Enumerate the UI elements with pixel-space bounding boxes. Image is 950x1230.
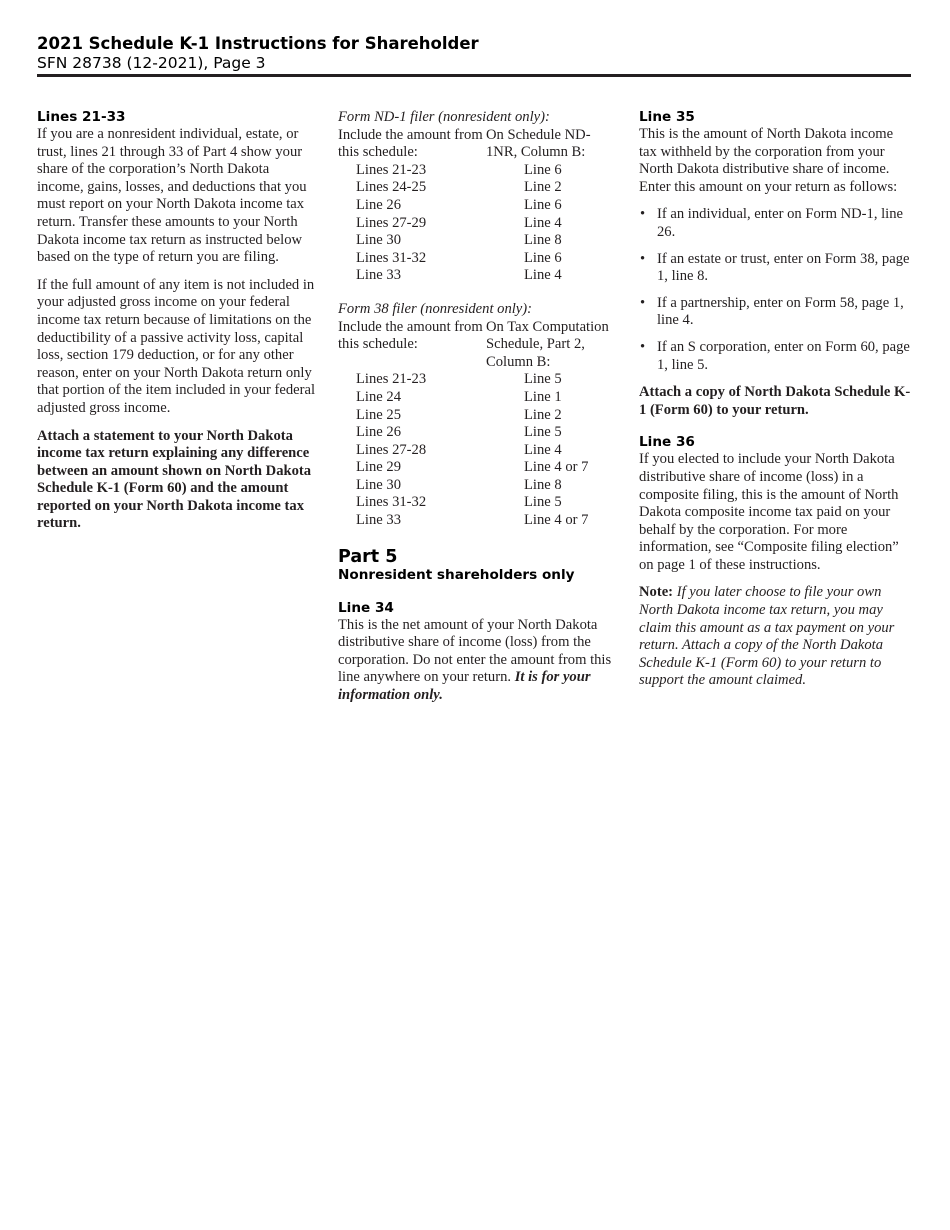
table-row	[338, 389, 613, 407]
note-text: If you later choose to file your own North Dakota income tax return, you may claim this amount as a tax payment on your return. Attach a copy of the North Dakota Schedule K-1 (Form 60) to your return to support the amount claimed.	[639, 584, 895, 689]
nd1-filer-label: Form ND-1 filer (nonresident only):	[338, 109, 550, 125]
schedule-line-cell: Lines 24-25	[356, 179, 427, 196]
return-line-cell: Line 4 or 7	[524, 459, 589, 476]
table-row	[338, 512, 613, 530]
line34-text: This is the net amount of your North Dakota distributive share of income (loss) from the corporation. Do not enter the amount from this line anywhere on your return.	[338, 616, 612, 686]
attach-copy-note: Attach a copy of North Dakota Schedule K-1 (Form 60) to your return.	[639, 384, 911, 418]
document-subtitle: SFN 28738 (12-2021), Page 3	[37, 54, 266, 72]
schedule-line-cell: Line 33	[356, 267, 401, 284]
line34-paragraph	[338, 617, 613, 705]
return-line-cell: Line 5	[524, 494, 562, 511]
table-header-row	[338, 319, 613, 372]
schedule-line-cell: Lines 31-32	[356, 494, 427, 511]
section-heading-line-34: Line 34	[338, 599, 394, 616]
nd1-line-mapping-table	[338, 127, 613, 285]
table-row	[338, 267, 613, 285]
schedule-line-cell: Lines 31-32	[356, 249, 427, 266]
column-left	[37, 109, 315, 533]
table-row	[338, 371, 613, 389]
section-heading-lines-21-33: Lines 21-33	[37, 109, 126, 125]
table-row	[338, 250, 613, 268]
return-line-cell: Line 1	[524, 388, 562, 405]
return-line-cell: Line 8	[524, 476, 562, 493]
return-line-cell: Line 4 or 7	[524, 512, 589, 529]
schedule-line-cell: Line 33	[356, 512, 401, 529]
paragraph: If you are a nonresident individual, estate, or trust, lines 21 through 33 of Part 4 show your share of the corporation’s North Dakota income, gains, losses, and deductions that you must report on your North Dakota income tax return. Transfer these amounts to your North Dakota income tax return as instructed below based on the type of return you are filing.	[37, 126, 307, 266]
page-header	[37, 34, 911, 73]
schedule-line-cell: Line 29	[356, 459, 401, 476]
return-line-cell: Line 2	[524, 179, 562, 196]
return-line-cell: Line 5	[524, 424, 562, 441]
table-row	[338, 442, 613, 460]
table-row	[338, 162, 613, 180]
table-header-cell: Include the amount from this schedule:	[338, 318, 483, 353]
schedule-line-cell: Line 26	[356, 196, 401, 213]
table-header-row	[338, 127, 613, 162]
return-line-cell: Line 6	[524, 161, 562, 178]
table-row	[338, 494, 613, 512]
table-row	[338, 215, 613, 233]
return-line-cell: Line 4	[524, 441, 562, 458]
document-title: 2021 Schedule K-1 Instructions for Shareholder	[37, 34, 479, 53]
paragraph: If the full amount of any item is not included in your adjusted gross income on your federal income tax return because of limitations on the deductibility of a passive activity loss, capital loss, section 179 deduction, or for any other reason, enter on your North Dakota return only that portion of the item included in your federal adjusted gross income.	[37, 276, 316, 416]
form38-line-mapping-table	[338, 319, 613, 530]
return-line-cell: Line 5	[524, 371, 562, 388]
table-header-cell: Include the amount from this schedule:	[338, 126, 483, 161]
part5-subtitle: Nonresident shareholders only	[338, 566, 575, 583]
table-header-cell: On Tax Computation Schedule, Part 2, Column B:	[486, 318, 609, 370]
table-row	[338, 407, 613, 425]
table-row	[338, 179, 613, 197]
list-item: • If a partnership, enter on Form 58, page 1, line 4.	[639, 295, 913, 330]
return-line-cell: Line 4	[524, 214, 562, 231]
return-line-cell: Line 2	[524, 406, 562, 423]
schedule-line-cell: Line 25	[356, 406, 401, 423]
schedule-line-cell: Line 30	[356, 476, 401, 493]
bullet-list	[639, 206, 913, 374]
schedule-line-cell: Line 24	[356, 388, 401, 405]
note-paragraph	[639, 584, 913, 690]
form38-filer-label: Form 38 filer (nonresident only):	[338, 300, 533, 317]
paragraph: This is the amount of North Dakota income tax withheld by the corporation from your North Dakota distributive share of income. Enter this amount on your return as follows:	[639, 126, 898, 195]
table-row	[338, 232, 613, 250]
list-item: • If an S corporation, enter on Form 60, page 1, line 5.	[639, 339, 913, 374]
schedule-line-cell: Line 26	[356, 424, 401, 441]
section-heading-line-35: Line 35	[639, 109, 695, 125]
schedule-line-cell: Lines 27-28	[356, 441, 427, 458]
list-item: • If an estate or trust, enter on Form 38, page 1, line 8.	[639, 251, 913, 286]
column-middle	[338, 109, 613, 705]
table-row	[338, 459, 613, 477]
column-right	[639, 109, 913, 690]
paragraph: If you elected to include your North Dakota distributive share of income (loss) in a composite filing, this is the amount of North Dakota composite income tax paid on your behalf by the corporation. For more information, see “Composite filing election” on page 1 of these instructions.	[639, 451, 899, 573]
return-line-cell: Line 8	[524, 232, 562, 249]
schedule-line-cell: Lines 21-23	[356, 371, 427, 388]
part5-title: Part 5	[338, 546, 398, 567]
list-item: • If an individual, enter on Form ND-1, line 26.	[639, 206, 913, 241]
note-label: Note:	[639, 584, 674, 601]
attach-statement-note: Attach a statement to your North Dakota income tax return explaining any difference between an amount shown on North Dakota Schedule K-1 (Form 60) and the amount reported on your North Dakota income tax return.	[37, 427, 312, 532]
table-row	[338, 197, 613, 215]
header-divider	[37, 74, 911, 77]
table-row	[338, 424, 613, 442]
return-line-cell: Line 6	[524, 196, 562, 213]
return-line-cell: Line 6	[524, 249, 562, 266]
schedule-line-cell: Lines 21-23	[356, 161, 427, 178]
return-line-cell: Line 4	[524, 267, 562, 284]
schedule-line-cell: Lines 27-29	[356, 214, 427, 231]
section-heading-line-36: Line 36	[639, 434, 695, 451]
table-header-cell: On Schedule ND-1NR, Column B:	[486, 126, 591, 161]
schedule-line-cell: Line 30	[356, 232, 401, 249]
table-row	[338, 477, 613, 495]
line34-emphasis: It is for your information only.	[338, 669, 591, 704]
